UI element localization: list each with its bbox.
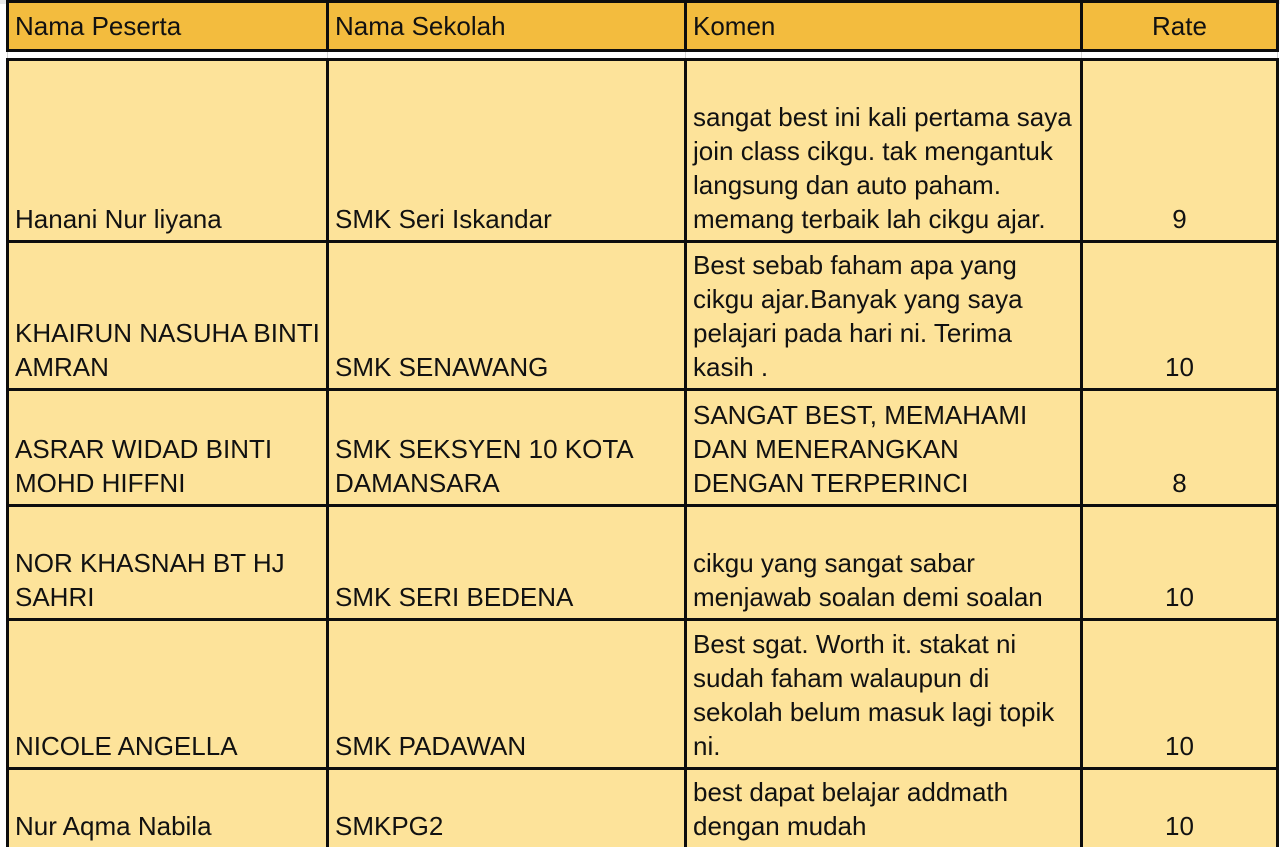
cell-comment[interactable]: cikgu yang sangat sabar menjawab soalan demi soalan (686, 506, 1082, 620)
cell-school-name[interactable]: SMKPG2 (328, 769, 686, 847)
spacer-row (8, 51, 1278, 60)
header-row (8, 2, 1278, 51)
cell-rate[interactable]: 10 (1082, 242, 1278, 390)
spacer-cell[interactable] (1082, 51, 1278, 60)
cell-school-name[interactable]: SMK SEKSYEN 10 KOTA DAMANSARA (328, 390, 686, 506)
cell-participant-name[interactable]: Nur Aqma Nabila (8, 769, 328, 847)
spacer-cell[interactable] (686, 51, 1082, 60)
cell-comment[interactable]: best dapat belajar addmath dengan mudah (686, 769, 1082, 847)
cell-rate[interactable]: 8 (1082, 390, 1278, 506)
cell-comment[interactable]: sangat best ini kali pertama saya join class cikgu. tak mengantuk langsung dan auto paham. memang terbaik lah cikgu ajar. (686, 60, 1082, 242)
table-row (8, 620, 1278, 769)
header-cell-school[interactable]: Nama Sekolah (328, 2, 686, 51)
table-row (8, 60, 1278, 242)
cell-participant-name[interactable]: NICOLE ANGELLA (8, 620, 328, 769)
cell-rate[interactable]: 10 (1082, 506, 1278, 620)
cell-rate[interactable]: 9 (1082, 60, 1278, 242)
cell-participant-name[interactable]: NOR KHASNAH BT HJ SAHRI (8, 506, 328, 620)
cell-school-name[interactable]: SMK SERI BEDENA (328, 506, 686, 620)
cell-school-name[interactable]: SMK Seri Iskandar (328, 60, 686, 242)
cell-comment[interactable]: Best sebab faham apa yang cikgu ajar.Banyak yang saya pelajari pada hari ni. Terima kasih . (686, 242, 1082, 390)
table-row (8, 242, 1278, 390)
cell-school-name[interactable]: SMK SENAWANG (328, 242, 686, 390)
cell-participant-name[interactable]: ASRAR WIDAD BINTI MOHD HIFFNI (8, 390, 328, 506)
header-cell-name[interactable]: Nama Peserta (8, 2, 328, 51)
cell-participant-name[interactable]: Hanani Nur liyana (8, 60, 328, 242)
header-cell-rate[interactable]: Rate (1082, 2, 1278, 51)
table-row (8, 506, 1278, 620)
cell-school-name[interactable]: SMK PADAWAN (328, 620, 686, 769)
cell-rate[interactable]: 10 (1082, 620, 1278, 769)
feedback-table (6, 0, 1279, 847)
table-row (8, 390, 1278, 506)
cell-comment[interactable]: SANGAT BEST, MEMAHAMI DAN MENERANGKAN DENGAN TERPERINCI (686, 390, 1082, 506)
table-row (8, 769, 1278, 847)
spacer-cell[interactable] (8, 51, 328, 60)
spacer-cell[interactable] (328, 51, 686, 60)
cell-participant-name[interactable]: KHAIRUN NASUHA BINTI AMRAN (8, 242, 328, 390)
cell-comment[interactable]: Best sgat. Worth it. stakat ni sudah faham walaupun di sekolah belum masuk lagi topik ni. (686, 620, 1082, 769)
header-cell-comment[interactable]: Komen (686, 2, 1082, 51)
cell-rate[interactable]: 10 (1082, 769, 1278, 847)
